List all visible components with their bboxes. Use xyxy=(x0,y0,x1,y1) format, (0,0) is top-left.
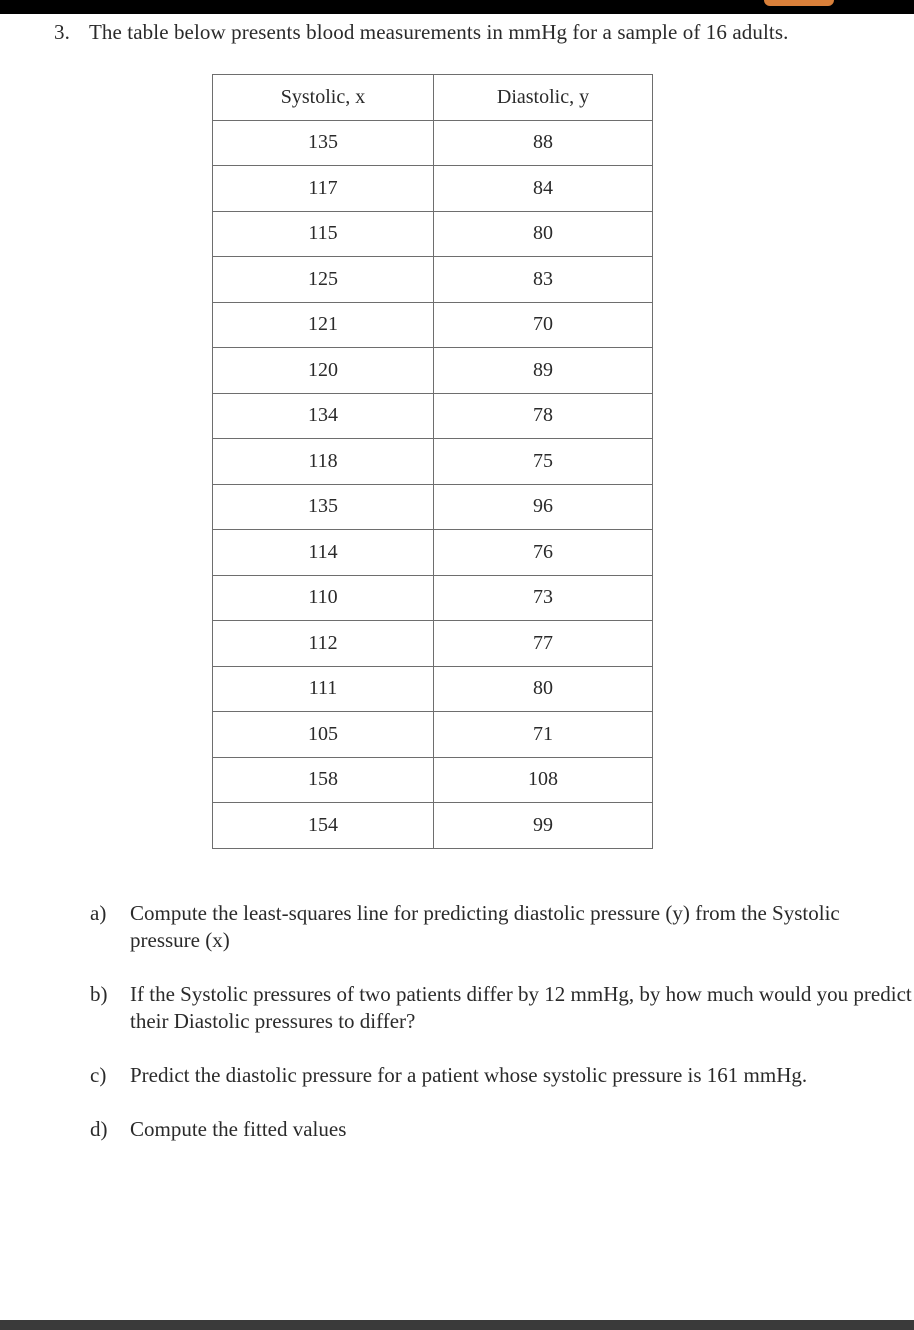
table-row xyxy=(213,757,653,803)
table-row xyxy=(213,302,653,348)
diastolic-cell: 89 xyxy=(434,348,653,394)
part-text: Compute the fitted values xyxy=(130,1117,347,1141)
table-row xyxy=(213,393,653,439)
diastolic-cell: 83 xyxy=(434,257,653,303)
diastolic-cell: 80 xyxy=(434,666,653,712)
diastolic-cell: 96 xyxy=(434,484,653,530)
diastolic-cell: 75 xyxy=(434,439,653,485)
diastolic-cell: 84 xyxy=(434,166,653,212)
table-row xyxy=(213,166,653,212)
systolic-cell: 117 xyxy=(213,166,434,212)
systolic-cell: 135 xyxy=(213,484,434,530)
question-text: The table below presents blood measurements in mmHg for a sample of 16 adults. xyxy=(89,20,789,44)
systolic-cell: 118 xyxy=(213,439,434,485)
systolic-cell: 110 xyxy=(213,575,434,621)
systolic-cell: 120 xyxy=(213,348,434,394)
table-row xyxy=(213,712,653,758)
top-notch xyxy=(764,0,834,6)
table-row xyxy=(213,211,653,257)
part-text: If the Systolic pressures of two patients differ by 12 mmHg, by how much would you predict their Diastolic pressures to differ? xyxy=(130,982,912,1033)
diastolic-cell: 108 xyxy=(434,757,653,803)
table-row xyxy=(213,257,653,303)
diastolic-cell: 99 xyxy=(434,803,653,849)
systolic-cell: 135 xyxy=(213,120,434,166)
diastolic-cell: 76 xyxy=(434,530,653,576)
table-row xyxy=(213,120,653,166)
table-row xyxy=(213,530,653,576)
question-part xyxy=(90,981,914,1035)
table-header-row xyxy=(213,75,653,121)
part-label: c) xyxy=(90,1063,107,1087)
part-text: Predict the diastolic pressure for a patient whose systolic pressure is 161 mmHg. xyxy=(130,1063,808,1087)
systolic-cell: 125 xyxy=(213,257,434,303)
part-label: a) xyxy=(90,901,107,925)
table-row xyxy=(213,484,653,530)
part-label: b) xyxy=(90,982,108,1006)
blood-pressure-table xyxy=(212,74,653,849)
systolic-cell: 121 xyxy=(213,302,434,348)
column-header-diastolic: Diastolic, y xyxy=(434,75,653,121)
table-body xyxy=(213,120,653,848)
diastolic-cell: 80 xyxy=(434,211,653,257)
table-row xyxy=(213,575,653,621)
question-part xyxy=(90,900,914,954)
column-header-systolic: Systolic, x xyxy=(213,75,434,121)
systolic-cell: 105 xyxy=(213,712,434,758)
systolic-cell: 154 xyxy=(213,803,434,849)
diastolic-cell: 77 xyxy=(434,621,653,667)
diastolic-cell: 78 xyxy=(434,393,653,439)
table-row xyxy=(213,348,653,394)
question-part xyxy=(90,1116,914,1143)
top-bar xyxy=(0,0,914,14)
table-row xyxy=(213,803,653,849)
diastolic-cell: 70 xyxy=(434,302,653,348)
question-parts xyxy=(90,900,914,1170)
question-number: 3. xyxy=(54,20,70,44)
table-row xyxy=(213,621,653,667)
part-text: Compute the least-squares line for predicting diastolic pressure (y) from the Systolic pressure (x) xyxy=(130,901,840,952)
diastolic-cell: 88 xyxy=(434,120,653,166)
systolic-cell: 111 xyxy=(213,666,434,712)
question-header xyxy=(54,20,788,45)
diastolic-cell: 71 xyxy=(434,712,653,758)
systolic-cell: 158 xyxy=(213,757,434,803)
part-label: d) xyxy=(90,1117,108,1141)
table-row xyxy=(213,439,653,485)
diastolic-cell: 73 xyxy=(434,575,653,621)
question-part xyxy=(90,1062,914,1089)
bottom-bar xyxy=(0,1320,914,1330)
systolic-cell: 134 xyxy=(213,393,434,439)
systolic-cell: 112 xyxy=(213,621,434,667)
systolic-cell: 114 xyxy=(213,530,434,576)
table-row xyxy=(213,666,653,712)
systolic-cell: 115 xyxy=(213,211,434,257)
